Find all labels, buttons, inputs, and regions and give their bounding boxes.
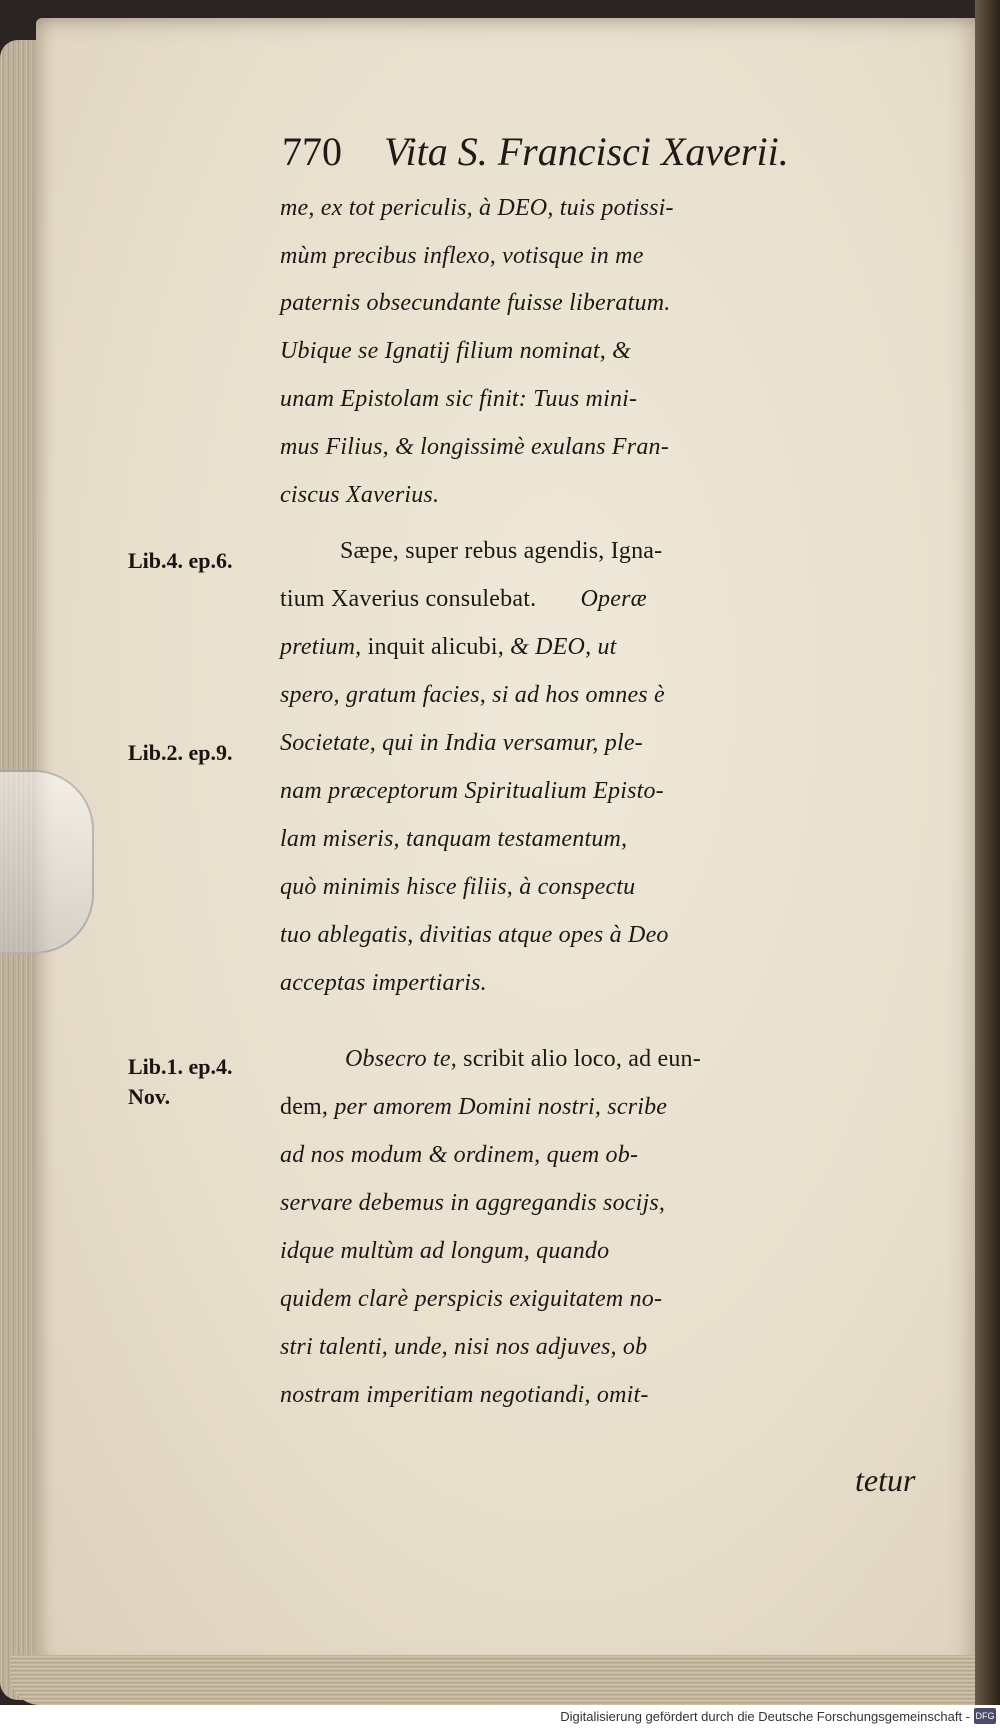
text-line: ad nos modum & ordinem, quem ob- [280,1142,639,1168]
page-number: 770 [282,129,342,174]
margin-note: Lib.1. ep.4. [128,1054,233,1079]
text-span: tium Xaverius consulebat. [280,586,537,612]
page-clip [0,770,94,954]
text-line: mus Filius, & longissimè exulans Fran- [280,434,669,460]
text-line [280,634,950,661]
text-line: acceptas impertiaris. [280,970,487,996]
margin-note: Nov. [128,1084,171,1109]
text-span: Operæ [580,586,647,612]
text-line: quidem clarè perspicis exiguitatem no- [280,1286,663,1312]
text-line: me, ex tot periculis, à DEO, tuis potissi- [280,195,674,221]
text-span: inquit alicubi, [367,634,504,660]
text-line [345,1046,1000,1073]
text-line: servare debemus in aggregandis socijs, [280,1190,666,1216]
text-line [280,586,950,613]
running-title: Vita S. Francisci Xaverii. [384,129,789,174]
text-span: dem, [280,1094,329,1120]
text-line: nostram imperitiam negotiandi, omit- [280,1382,649,1408]
text-line: lam miseris, tanquam testamentum, [280,826,628,852]
text-span: pretium, [280,634,362,660]
margin-note: Lib.4. ep.6. [128,548,233,573]
running-header [282,128,789,175]
text-line: Ubique se Ignatij filium nominat, & [280,338,631,364]
text-line: stri talenti, unde, nisi nos adjuves, ob [280,1334,648,1360]
footer-bar [0,1705,1000,1728]
text-line: idque multùm ad longum, quando [280,1238,610,1264]
text-line: tuo ablegatis, divitias atque opes à Deo [280,922,669,948]
text-span: Obsecro te, [345,1046,457,1072]
text-line: mùm precibus inflexo, votisque in me [280,243,644,269]
text-line: spero, gratum facies, si ad hos omnes è [280,682,665,708]
text-line: nam præceptorum Spiritualium Episto- [280,778,664,804]
text-line: quò minimis hisce filiis, à conspectu [280,874,636,900]
text-span: scribit alio loco, ad eun- [463,1046,701,1072]
margin-note: Lib.2. ep.9. [128,740,233,765]
footer-text: Digitalisierung gefördert durch die Deutsche Forschungsgemeinschaft - [560,1709,970,1724]
dfg-logo-icon: DFG [974,1708,996,1724]
text-line [280,1094,950,1121]
text-line: Sæpe, super rebus agendis, Igna- [340,538,663,564]
book-spine-shadow [975,0,1000,1728]
text-line: Societate, qui in India versamur, ple- [280,730,643,756]
text-line: paternis obsecundante fuisse liberatum. [280,290,671,316]
text-span: & DEO, ut [510,634,617,660]
text-line: unam Epistolam sic finit: Tuus mini- [280,386,638,412]
text-line: ciscus Xaverius. [280,482,440,508]
text-span: per amorem Domini nostri, scribe [334,1094,668,1120]
page-edges-bottom [10,1655,995,1705]
catchword: tetur [855,1462,916,1498]
